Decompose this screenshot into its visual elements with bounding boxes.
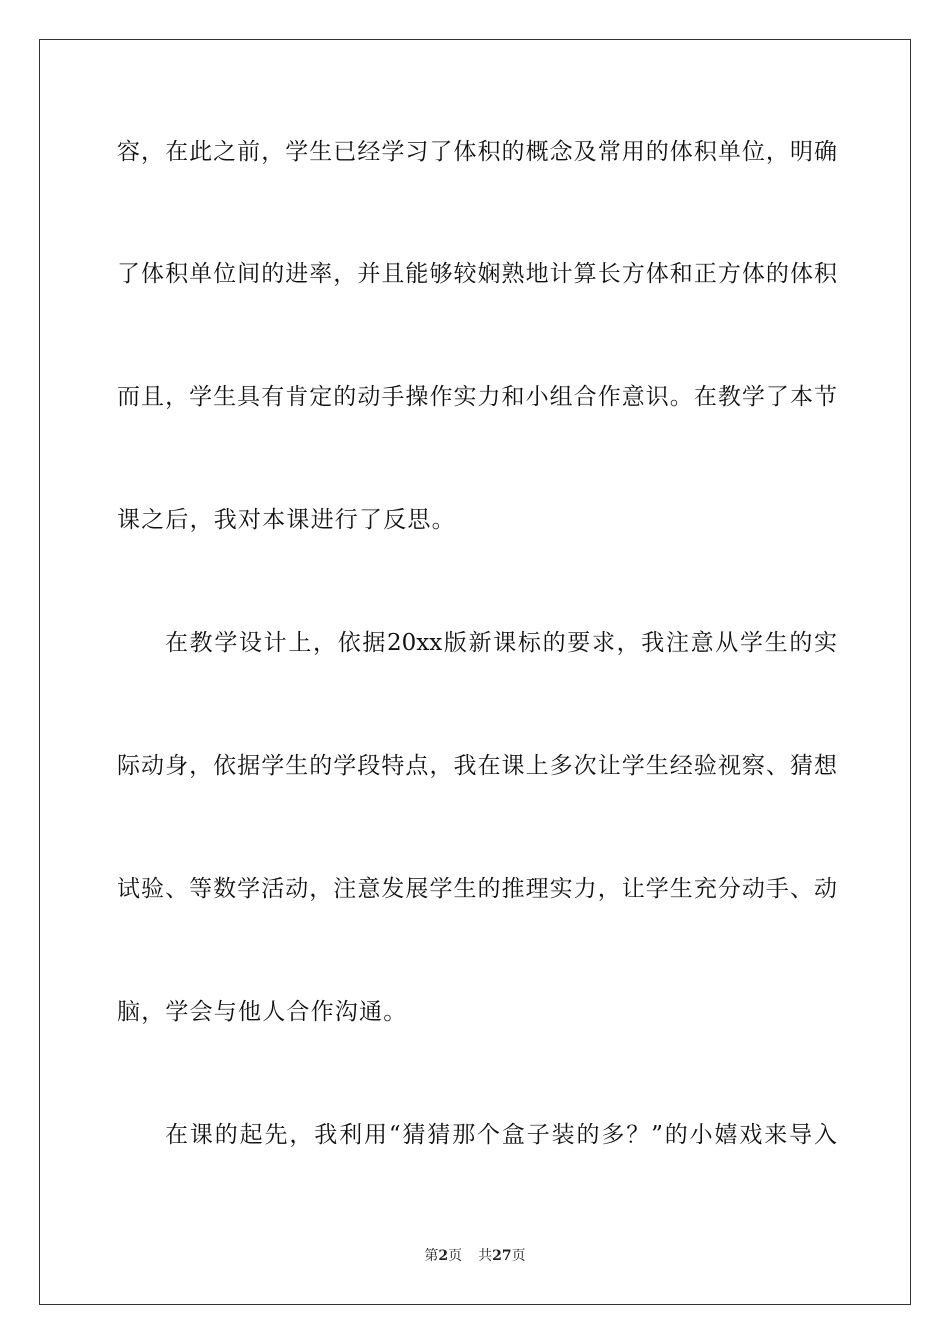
body-line-6: 际动身，依据学生的学段特点，我在课上多次让学生经验视察、猜想: [117, 753, 837, 779]
body-line-2: 了体积单位间的进率，并且能够较娴熟地计算长方体和正方体的体积: [117, 261, 837, 287]
page-frame: [39, 39, 911, 1305]
footer-total-pages: 27: [492, 1248, 512, 1264]
body-line-9: 在课的起先，我利用“猜猜那个盒子装的多？”的小嬉戏来导入: [165, 1122, 837, 1148]
footer-page-number: 2: [438, 1248, 449, 1264]
footer-total-suffix: 页: [511, 1248, 526, 1264]
body-line-3: 而且，学生具有肯定的动手操作实力和小组合作意识。在教学了本节: [117, 384, 837, 410]
body-line-1: 容，在此之前，学生已经学习了体积的概念及常用的体积单位，明确: [117, 139, 837, 165]
footer-page-prefix: 第: [424, 1248, 439, 1264]
footer-page-suffix: 页: [448, 1248, 463, 1264]
body-line-4: 课之后，我对本课进行了反思。: [117, 507, 456, 533]
body-line-8: 脑，学会与他人合作沟通。: [117, 999, 408, 1025]
body-line-7: 试验、等数学活动，注意发展学生的推理实力，让学生充分动手、动: [117, 876, 837, 902]
body-line-5: 在教学设计上，依据20xx版新课标的要求，我注意从学生的实: [165, 630, 837, 656]
page-footer: [0, 1246, 950, 1266]
footer-total-prefix: 共: [478, 1248, 493, 1264]
